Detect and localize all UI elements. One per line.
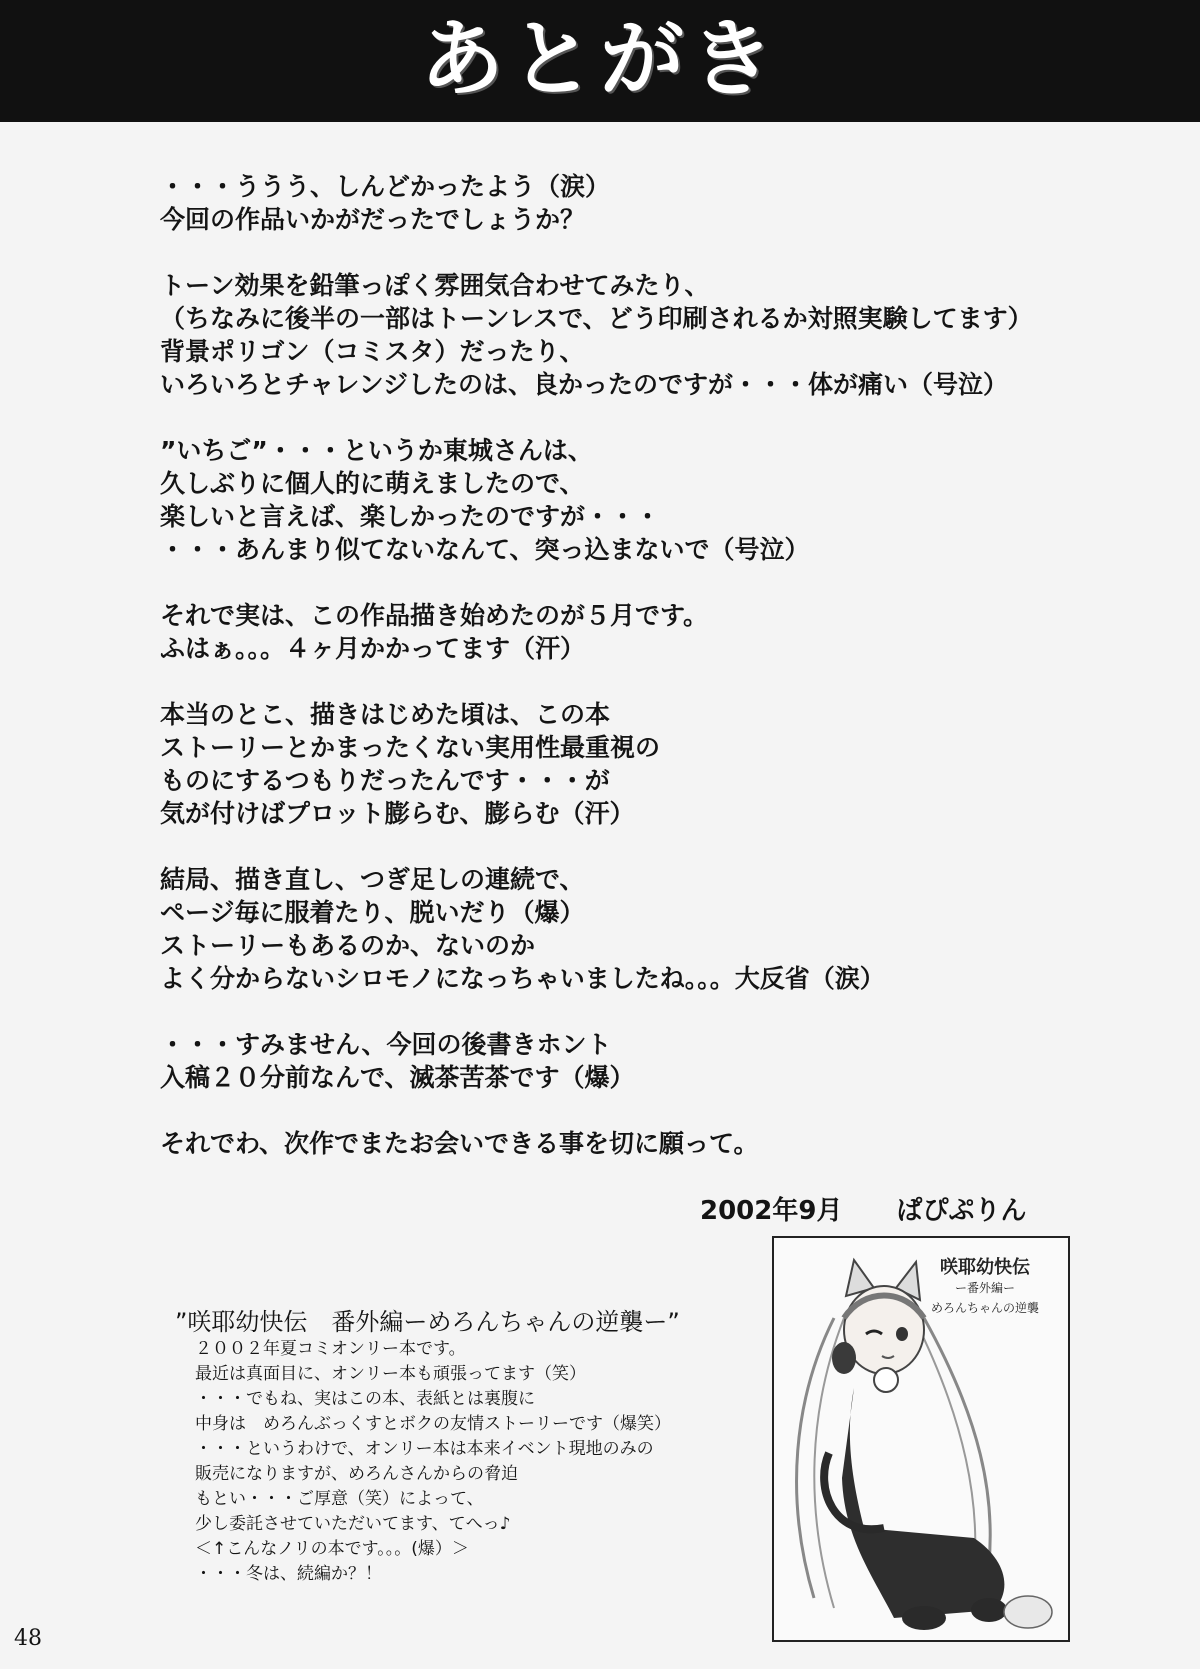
paragraph xyxy=(160,863,1110,995)
note-line: 販売になりますが、めろんさんからの脅迫 xyxy=(195,1464,518,1484)
signature-date: 2002年9月 xyxy=(700,1196,843,1226)
header-bar xyxy=(0,0,1200,122)
text-line: それで実は、この作品描き始めたのが５月です。 xyxy=(160,601,709,630)
note-line: ＜↑こんなノリの本です。。。(爆）＞ xyxy=(195,1539,469,1559)
text-line: ストーリーとかまったくない実用性最重視の xyxy=(160,733,661,762)
cover-title xyxy=(910,1258,1060,1318)
note-line: ２００２年夏コミオンリー本です。 xyxy=(195,1339,466,1359)
text-line: 今回の作品いかがだったでしょうか？ xyxy=(160,205,586,234)
paragraph xyxy=(160,434,1110,566)
cover-illustration xyxy=(772,1236,1070,1642)
text-line: 結局、描き直し、つぎ足しの連続で、 xyxy=(160,865,585,894)
paragraph xyxy=(160,698,1110,830)
note-line: 最近は真面目に、オンリー本も頑張ってます（笑） xyxy=(195,1364,586,1384)
text-line: トーン効果を鉛筆っぽく雰囲気合わせてみたり、 xyxy=(160,271,710,300)
paragraph xyxy=(160,1028,1110,1094)
text-line: 楽しいと言えば、楽しかったのですが・・・ xyxy=(160,502,661,531)
text-line: ・・・あんまり似てないなんて、突っ込まないで（号泣） xyxy=(160,535,810,564)
note-line: ・・・でもね、実はこの本、表紙とは裏腹に xyxy=(195,1389,535,1409)
text-line: ものにするつもりだったんです・・・が xyxy=(160,766,610,795)
paragraph xyxy=(160,1127,1110,1160)
text-line: ふはぁ。。。４ヶ月かかってます（汗） xyxy=(160,634,586,663)
text-line: 本当のとこ、描きはじめた頃は、この本 xyxy=(160,700,611,729)
note-line: ・・・というわけで、オンリー本は本来イベント現地のみの xyxy=(195,1439,654,1459)
note-line: ・・・冬は、続編か？！ xyxy=(195,1564,382,1584)
signature xyxy=(700,1190,1120,1227)
note-line: 少し委託させていただいてます、てへっ♪ xyxy=(195,1514,511,1534)
text-line: 背景ポリゴン（コミスタ）だったり、 xyxy=(160,337,585,366)
text-line: ・・・ううう、しんどかったよう（涙） xyxy=(160,172,611,201)
page-number: 48 xyxy=(14,1626,42,1651)
note-title: ”咲耶幼快伝 番外編ーめろんちゃんの逆襲ー” xyxy=(175,1308,680,1336)
text-line: いろいろとチャレンジしたのは、良かったのですが・・・体が痛い（号泣） xyxy=(160,370,1009,399)
paragraph xyxy=(160,170,1110,236)
text-line: ”いちご”・・・というか東城さんは、 xyxy=(160,436,593,465)
cover-title-subtitle: めろんちゃんの逆襲 xyxy=(930,1301,1039,1315)
cover-title-main: 咲耶幼快伝 xyxy=(940,1257,1030,1278)
cover-title-sub: ー番外編ー xyxy=(954,1281,1015,1295)
note-line: 中身は めろんぶっくすとボクの友情ストーリーです（爆笑） xyxy=(195,1414,671,1434)
paragraph xyxy=(160,269,1110,401)
text-line: それでわ、次作でまたお会いできる事を切に願って。 xyxy=(160,1129,759,1158)
text-line: ・・・すみません、今回の後書きホント xyxy=(160,1030,612,1059)
text-line: 入稿２０分前なんで、滅茶苦茶です（爆） xyxy=(160,1063,635,1092)
text-line: 気が付けばプロット膨らむ、膨らむ（汗） xyxy=(160,799,635,828)
text-line: ページ毎に服着たり、脱いだり（爆） xyxy=(160,898,585,927)
page-title: あとがき xyxy=(419,10,780,108)
afterword-body xyxy=(160,170,1110,1193)
text-line: （ちなみに後半の一部はトーンレスで、どう印刷されるか対照実験してます） xyxy=(160,304,1033,333)
text-line: よく分からないシロモノになっちゃいましたね。。。大反省（涙） xyxy=(160,964,885,993)
paragraph xyxy=(160,599,1110,665)
text-line: ストーリーもあるのか、ないのか xyxy=(160,931,536,960)
text-line: 久しぶりに個人的に萌えましたので、 xyxy=(160,469,585,498)
signature-author: ぱぴぷりん xyxy=(896,1196,1027,1226)
note-line: もとい・・・ご厚意（笑）によって、 xyxy=(195,1489,484,1509)
note-body xyxy=(195,1337,755,1587)
